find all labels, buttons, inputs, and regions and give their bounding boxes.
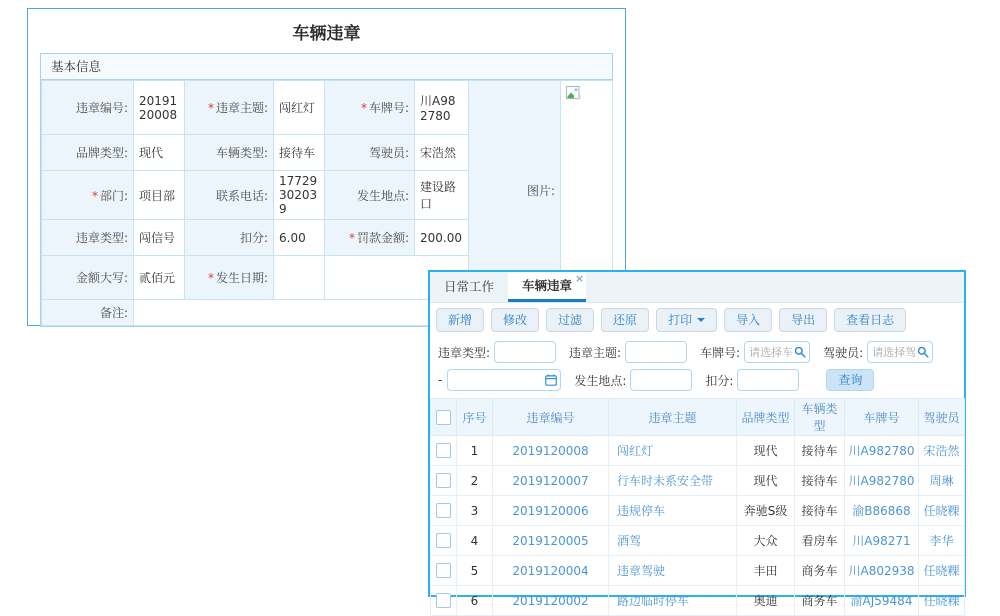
toolbar-button-label: 导出 xyxy=(791,313,816,327)
toolbar-button[interactable] xyxy=(834,308,906,332)
column-header: 车牌号 xyxy=(845,399,919,436)
toolbar xyxy=(430,303,964,337)
table-row xyxy=(431,526,965,556)
cell-driver[interactable]: 周琳 xyxy=(919,466,965,496)
field-label: 联系电话: xyxy=(185,171,274,220)
row-checkbox[interactable] xyxy=(436,563,451,578)
field-label: 扣分: xyxy=(185,220,274,256)
filter-group xyxy=(438,341,556,363)
cell-vtype: 看房车 xyxy=(795,526,845,556)
page-title: 车辆违章 xyxy=(292,24,361,44)
toolbar-button-label: 新增 xyxy=(448,313,473,327)
toolbar-button[interactable] xyxy=(724,308,772,332)
cell-subject[interactable]: 违章驾驶 xyxy=(609,556,737,586)
field-label: * 发生日期: xyxy=(185,256,274,300)
filter-input-wrap xyxy=(494,341,556,363)
tab-vehicle-violation[interactable] xyxy=(508,272,586,302)
toolbar-button-label: 过滤 xyxy=(558,313,583,327)
cell-brand: 现代 xyxy=(737,436,795,466)
cell-code[interactable]: 2019120007 xyxy=(493,466,609,496)
cell-plate[interactable]: 川A802938 xyxy=(845,556,919,586)
toolbar-button-label: 打印 xyxy=(668,313,693,327)
cell-brand: 奥迪 xyxy=(737,586,795,616)
violation-list-panel xyxy=(428,270,966,608)
row-checkbox-cell xyxy=(431,526,457,556)
cell-brand: 奔驰S级 xyxy=(737,496,795,526)
cell-plate[interactable]: 川A982780 xyxy=(845,436,919,466)
calendar-icon[interactable] xyxy=(545,374,557,386)
dropdown-caret-icon xyxy=(697,318,705,322)
filter-input-wrap xyxy=(744,341,810,363)
filter-group xyxy=(447,369,561,391)
field-value: 宋浩然 xyxy=(415,135,469,171)
field-label: 违章编号: xyxy=(42,81,134,135)
field-label: 驾驶员: xyxy=(325,135,415,171)
row-checkbox[interactable] xyxy=(436,593,451,608)
cell-plate[interactable]: 川A982780 xyxy=(845,466,919,496)
field-label: 图片: xyxy=(469,81,561,300)
filter-label: 违章类型: xyxy=(438,345,491,360)
field-label: * 部门: xyxy=(42,171,134,220)
select-all-checkbox[interactable] xyxy=(436,410,451,425)
cell-plate[interactable]: 川A98271 xyxy=(845,526,919,556)
field-label: * 罚款金额: xyxy=(325,220,415,256)
tab-label: 日常工作 xyxy=(444,279,495,294)
row-checkbox[interactable] xyxy=(436,503,451,518)
filter-input-wrap xyxy=(737,369,799,391)
cell-no: 5 xyxy=(457,556,493,586)
field-label: * 车牌号: xyxy=(325,81,415,135)
cell-subject[interactable]: 酒驾 xyxy=(609,526,737,556)
section-header: 基本信息 xyxy=(41,54,612,80)
filter-area xyxy=(430,337,964,398)
form-row xyxy=(42,81,613,135)
toolbar-button[interactable] xyxy=(546,308,594,332)
field-label: * 违章主题: xyxy=(185,81,274,135)
row-checkbox-cell xyxy=(431,496,457,526)
cell-vtype: 商务车 xyxy=(795,556,845,586)
filter-label: 发生地点: xyxy=(574,373,627,388)
toolbar-button-label: 修改 xyxy=(503,313,528,327)
search-icon[interactable] xyxy=(917,346,929,358)
date-range-dash: - xyxy=(438,373,443,387)
table-row xyxy=(431,436,965,466)
field-label: 备注: xyxy=(42,300,134,326)
field-value: 现代 xyxy=(134,135,185,171)
required-asterisk: * xyxy=(360,101,367,115)
violation-photo-cell xyxy=(561,81,613,300)
column-header: 品牌类型 xyxy=(737,399,795,436)
filter-input-wrap xyxy=(630,369,692,391)
filter-label: 扣分: xyxy=(705,373,734,388)
toolbar-button-label: 查看日志 xyxy=(846,313,895,327)
field-label: 金额大写: xyxy=(42,256,134,300)
tab-bar xyxy=(430,272,964,303)
filter-row-2 xyxy=(438,366,956,394)
field-label: 发生地点: xyxy=(325,171,415,220)
column-header: 违章编号 xyxy=(493,399,609,436)
filter-input[interactable] xyxy=(737,369,799,391)
broken-image-icon xyxy=(566,89,581,103)
row-checkbox-cell xyxy=(431,466,457,496)
toolbar-button[interactable] xyxy=(656,308,717,332)
table-row xyxy=(431,586,965,616)
field-label: 违章类型: xyxy=(42,220,134,256)
filter-input[interactable] xyxy=(625,341,687,363)
search-icon[interactable] xyxy=(794,346,806,358)
filter-group xyxy=(823,341,933,363)
filter-input-wrap xyxy=(625,341,687,363)
cell-subject[interactable]: 违规停车 xyxy=(609,496,737,526)
cell-brand: 丰田 xyxy=(737,556,795,586)
required-asterisk: * xyxy=(91,188,98,203)
cell-no: 1 xyxy=(457,436,493,466)
field-value: 贰佰元 xyxy=(134,256,185,300)
cell-vtype: 接待车 xyxy=(795,466,845,496)
cell-vtype: 接待车 xyxy=(795,436,845,466)
filter-input[interactable] xyxy=(494,341,556,363)
row-checkbox-cell xyxy=(431,586,457,616)
filter-group xyxy=(705,369,799,391)
filter-label: 车牌号: xyxy=(700,345,741,360)
field-value: 项目部 xyxy=(134,171,185,220)
cell-subject[interactable]: 闯红灯 xyxy=(609,436,737,466)
field-value: 2019120008 xyxy=(134,81,185,135)
cell-vtype: 商务车 xyxy=(795,586,845,616)
cell-brand: 大众 xyxy=(737,526,795,556)
toolbar-button[interactable] xyxy=(436,308,484,332)
required-asterisk: * xyxy=(207,101,214,115)
filter-label: 驾驶员: xyxy=(823,345,864,360)
cell-plate[interactable]: 渝B86868 xyxy=(845,496,919,526)
filter-group xyxy=(574,369,692,391)
cell-driver[interactable]: 宋浩然 xyxy=(919,436,965,466)
field-value: 建设路口 xyxy=(415,171,469,220)
filter-group xyxy=(569,341,687,363)
violation-grid xyxy=(430,398,965,616)
field-value: 6.00 xyxy=(274,220,325,256)
toolbar-button[interactable] xyxy=(601,308,649,332)
cell-driver[interactable]: 任晓粿 xyxy=(919,586,965,616)
filter-input[interactable] xyxy=(630,369,692,391)
close-icon[interactable]: × xyxy=(574,272,585,285)
cell-subject[interactable]: 路边临时停车 xyxy=(609,586,737,616)
cell-code[interactable]: 2019120008 xyxy=(493,436,609,466)
field-value: 200.00 xyxy=(415,220,469,256)
filter-input-wrap xyxy=(447,369,561,391)
grid-body xyxy=(431,436,965,616)
row-checkbox[interactable] xyxy=(436,533,451,548)
field-value xyxy=(274,256,325,300)
cell-driver[interactable]: 任晓粿 xyxy=(919,556,965,586)
required-asterisk: * xyxy=(207,271,214,285)
cell-subject[interactable]: 行车时未系安全带 xyxy=(609,466,737,496)
cell-code[interactable]: 2019120005 xyxy=(493,526,609,556)
cell-code[interactable]: 2019120004 xyxy=(493,556,609,586)
field-value: 闯信号 xyxy=(134,220,185,256)
field-value: 闯红灯 xyxy=(274,81,325,135)
cell-no: 6 xyxy=(457,586,493,616)
row-checkbox-cell xyxy=(431,436,457,466)
filter-label: 违章主题: xyxy=(569,345,622,360)
search-button[interactable]: 查询 xyxy=(826,369,874,391)
cell-no: 3 xyxy=(457,496,493,526)
row-checkbox[interactable] xyxy=(436,443,451,458)
filter-row-1 xyxy=(438,338,956,366)
table-row xyxy=(431,466,965,496)
cell-no: 2 xyxy=(457,466,493,496)
cell-driver[interactable]: 任晓粿 xyxy=(919,496,965,526)
toolbar-button[interactable] xyxy=(491,308,539,332)
column-header: 车辆类型 xyxy=(795,399,845,436)
cell-no: 4 xyxy=(457,526,493,556)
row-checkbox-cell xyxy=(431,556,457,586)
row-checkbox[interactable] xyxy=(436,473,451,488)
column-header: 序号 xyxy=(457,399,493,436)
tab-label: 车辆违章 xyxy=(522,278,573,293)
field-value: 接待车 xyxy=(274,135,325,171)
tab-daily-work[interactable] xyxy=(430,272,508,302)
field-label: 品牌类型: xyxy=(42,135,134,171)
field-value: 川A982780 xyxy=(415,81,469,135)
cell-code[interactable]: 2019120002 xyxy=(493,586,609,616)
column-header: 违章主题 xyxy=(609,399,737,436)
field-label: 车辆类型: xyxy=(185,135,274,171)
cell-plate[interactable]: 渝AJ59484 xyxy=(845,586,919,616)
table-row xyxy=(431,496,965,526)
filter-input[interactable] xyxy=(447,369,561,391)
filter-group xyxy=(700,341,810,363)
cell-vtype: 接待车 xyxy=(795,496,845,526)
required-asterisk: * xyxy=(348,231,355,245)
toolbar-button-label: 导入 xyxy=(736,313,761,327)
header-checkbox-cell xyxy=(431,399,457,436)
table-row xyxy=(431,556,965,586)
column-header: 驾驶员 xyxy=(919,399,965,436)
filter-input-wrap xyxy=(867,341,933,363)
cell-brand: 现代 xyxy=(737,466,795,496)
cell-driver[interactable]: 李华 xyxy=(919,526,965,556)
cell-code[interactable]: 2019120006 xyxy=(493,496,609,526)
toolbar-button[interactable] xyxy=(779,308,827,332)
grid-header-row xyxy=(431,399,965,436)
toolbar-button-label: 还原 xyxy=(613,313,638,327)
field-value: 17729302039 xyxy=(274,171,325,220)
